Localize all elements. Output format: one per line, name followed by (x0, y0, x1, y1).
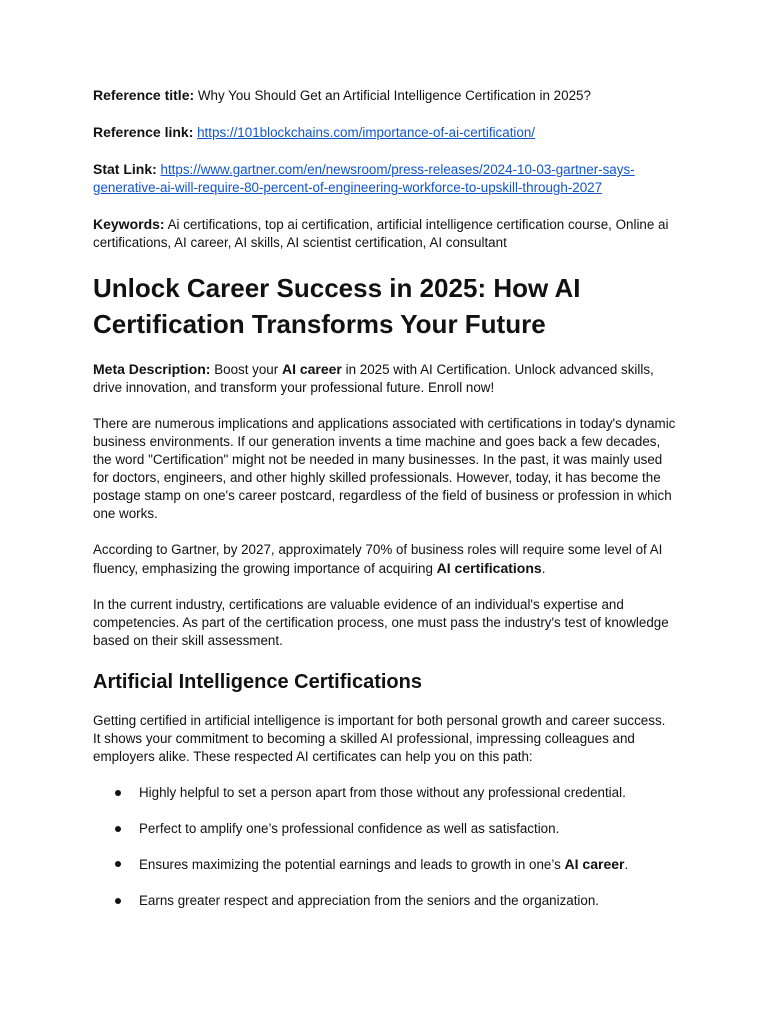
bullet-icon (115, 826, 121, 832)
paragraph-gartner-bold: AI certifications (436, 560, 542, 576)
meta-description (93, 360, 676, 397)
reference-link-line (93, 123, 676, 142)
paragraph-certified: Getting certified in artificial intelligence is important for both personal growth and career success. It shows your commitment to becoming a skilled AI professional, impressing colleagues and employers alike. These respected AI certificates can help you on this path: (93, 713, 666, 764)
list-item-text: Perfect to amplify one’s professional confidence as well as satisfaction. (139, 820, 560, 836)
reference-title-line (93, 86, 676, 105)
stat-link-url[interactable]: https://www.gartner.com/en/newsroom/press-releases/2024-10-03-gartner-says-generative-ai-will-require-80-percent-of-engineering-workforce-to-upskill-through-2027 (93, 162, 635, 195)
list-item-text-before: Ensures maximizing the potential earnings and leads to growth in one’s (139, 857, 561, 872)
benefits-list (93, 784, 676, 910)
section-heading: Artificial Intelligence Certifications (93, 671, 422, 693)
article-title: Unlock Career Success in 2025: How AI Certification Transforms Your Future (93, 273, 581, 339)
meta-description-label: Meta Description: (93, 361, 211, 377)
list-item (93, 892, 676, 910)
meta-description-text-before: Boost your (214, 362, 279, 377)
bullet-icon (115, 790, 121, 796)
paragraph-intro: There are numerous implications and applications associated with certifications in today's dynamic business environments. If our generation invents a time machine and goes back a few decades, the word "Certification" might not be needed in many businesses. In the past, it was mainly used for doctors, engineers, and other highly skilled professionals. However, today, it has become the postage stamp on one's career postcard, regardless of the field of business or profession in which one works. (93, 416, 676, 521)
bullet-icon (115, 861, 121, 867)
list-item-text: Highly helpful to set a person apart from those without any professional credential. (139, 785, 626, 800)
paragraph-gartner-before: According to Gartner, by 2027, approximately 70% of business roles will require some level of AI fluency, emphasizing the growing importance of acquiring (93, 542, 663, 576)
keywords-line (93, 215, 676, 252)
stat-link-line (93, 160, 676, 197)
reference-title-value: Why You Should Get an Artificial Intelligence Certification in 2025? (197, 88, 591, 103)
bullet-icon (115, 898, 121, 904)
meta-description-bold: AI career (281, 361, 342, 377)
stat-link-label: Stat Link: (93, 161, 157, 177)
paragraph-gartner-after: . (541, 561, 546, 576)
list-item-text: Earns greater respect and appreciation from the seniors and the organization. (139, 892, 600, 908)
paragraph-gartner (93, 541, 676, 578)
keywords-value: Ai certifications, top ai certification, artificial intelligence certification course, Online ai certifications, AI career, AI skills, AI scientist certification, AI consultant (93, 217, 669, 250)
meta-description-text-after: in 2025 with AI Certification. Unlock advanced skills, drive innovation, and transform your professional future. Enroll now! (93, 362, 654, 395)
list-item (93, 855, 676, 874)
list-item (93, 784, 676, 802)
keywords-label: Keywords: (93, 216, 165, 232)
paragraph-industry: In the current industry, certifications are valuable evidence of an individual's expertise and competencies. As part of the certification process, one must pass the industry's test of knowledge based on their skill assessment. (93, 597, 669, 648)
list-item-text-after: . (624, 857, 629, 872)
reference-link-label: Reference link: (93, 124, 194, 140)
list-item (93, 820, 676, 838)
list-item-bold: AI career (564, 856, 625, 872)
reference-title-label: Reference title: (93, 87, 195, 103)
reference-link-url[interactable]: https://101blockchains.com/importance-of-ai-certification/ (197, 125, 536, 140)
